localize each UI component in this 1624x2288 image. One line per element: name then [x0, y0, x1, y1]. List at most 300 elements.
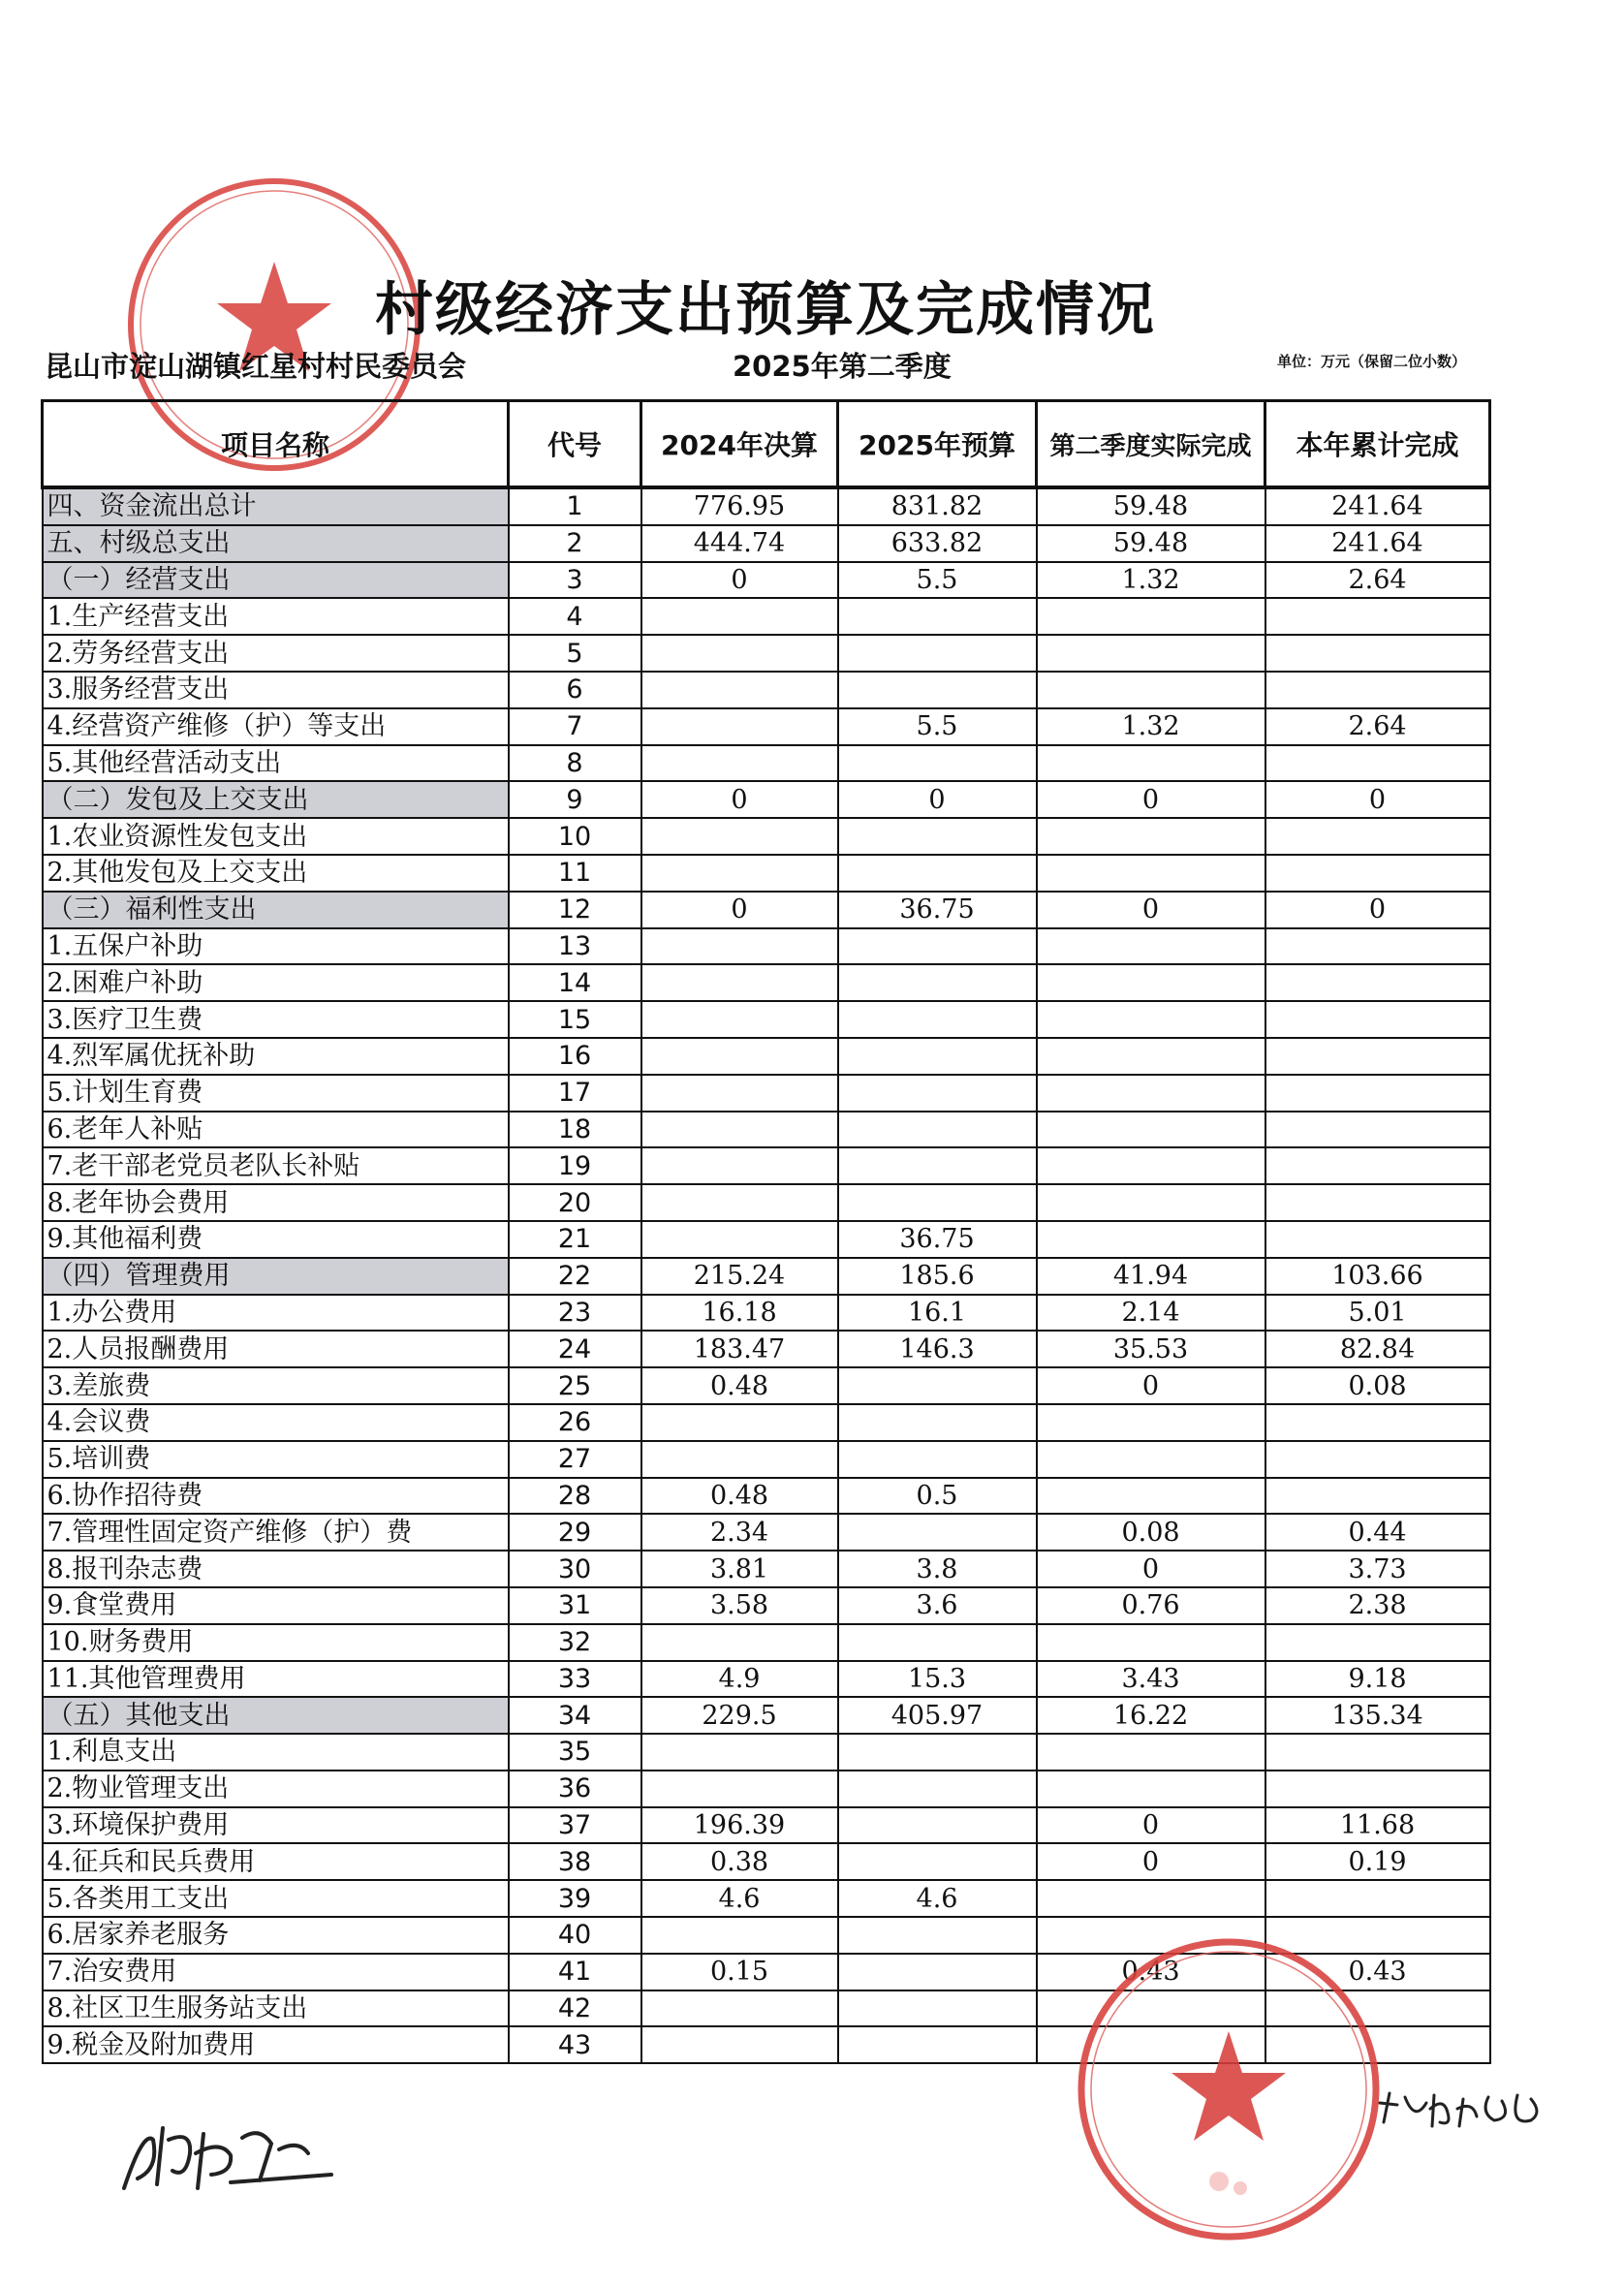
final-2024-cell: 16.18 [641, 1295, 838, 1332]
q2-actual-cell: 0 [1037, 1843, 1265, 1880]
final-2024-cell [641, 672, 838, 708]
code-cell: 37 [509, 1807, 641, 1844]
expenditure-table [41, 399, 1491, 2064]
budget-2025-cell [838, 964, 1037, 1001]
code-cell: 25 [509, 1367, 641, 1404]
budget-2025-cell: 405.97 [838, 1697, 1037, 1734]
final-2024-cell [641, 1221, 838, 1258]
q2-actual-cell: 59.48 [1037, 487, 1265, 525]
ytd-completed-cell [1265, 672, 1490, 708]
ytd-completed-cell: 0.19 [1265, 1843, 1490, 1880]
ytd-completed-cell: 241.64 [1265, 487, 1490, 525]
item-name-cell: 9.税金及附加费用 [43, 2026, 509, 2063]
ytd-completed-cell: 0.08 [1265, 1367, 1490, 1404]
header-item-name: 项目名称 [43, 401, 509, 488]
budget-2025-cell [838, 1367, 1037, 1404]
budget-2025-cell [838, 1075, 1037, 1112]
final-2024-cell [641, 708, 838, 745]
code-cell: 34 [509, 1697, 641, 1734]
ytd-completed-cell [1265, 1734, 1490, 1771]
q2-actual-cell [1037, 928, 1265, 965]
item-name-cell: 1.生产经营支出 [43, 598, 509, 635]
code-cell: 20 [509, 1184, 641, 1221]
final-2024-cell: 444.74 [641, 525, 838, 562]
ytd-completed-cell [1265, 1001, 1490, 1038]
budget-2025-cell: 15.3 [838, 1661, 1037, 1698]
q2-actual-cell: 1.32 [1037, 562, 1265, 599]
final-2024-cell: 3.81 [641, 1551, 838, 1587]
budget-2025-cell: 36.75 [838, 1221, 1037, 1258]
code-cell: 42 [509, 1990, 641, 2027]
budget-2025-cell: 185.6 [838, 1258, 1037, 1295]
q2-actual-cell [1037, 1880, 1265, 1917]
item-name-cell: 6.老年人补贴 [43, 1112, 509, 1148]
code-cell: 21 [509, 1221, 641, 1258]
code-cell: 31 [509, 1587, 641, 1624]
table-row [43, 781, 1490, 818]
item-name-cell: 1.办公费用 [43, 1295, 509, 1332]
budget-2025-cell [838, 1404, 1037, 1441]
ytd-completed-cell [1265, 964, 1490, 1001]
ytd-completed-cell [1265, 1184, 1490, 1221]
budget-2025-cell [838, 1771, 1037, 1807]
item-name-cell: 2.物业管理支出 [43, 1771, 509, 1807]
code-cell: 1 [509, 487, 641, 525]
table-row [43, 562, 1490, 599]
ytd-completed-cell [1265, 1147, 1490, 1184]
q2-actual-cell: 0.43 [1037, 1954, 1265, 1990]
final-2024-cell [641, 1147, 838, 1184]
final-2024-cell [641, 635, 838, 672]
q2-actual-cell [1037, 745, 1265, 782]
final-2024-cell [641, 928, 838, 965]
q2-actual-cell [1037, 1038, 1265, 1075]
table-row [43, 598, 1490, 635]
organization-name: 昆山市淀山湖镇红星村村民委员会 [45, 350, 467, 383]
item-name-cell: 2.困难户补助 [43, 964, 509, 1001]
table-header-row [43, 401, 1490, 488]
table-row [43, 1551, 1490, 1587]
q2-actual-cell: 3.43 [1037, 1661, 1265, 1698]
item-name-cell: 2.劳务经营支出 [43, 635, 509, 672]
code-cell: 38 [509, 1843, 641, 1880]
item-name-cell: （四）管理费用 [43, 1258, 509, 1295]
item-name-cell: 7.治安费用 [43, 1954, 509, 1990]
final-2024-cell [641, 598, 838, 635]
ytd-completed-cell: 11.68 [1265, 1807, 1490, 1844]
final-2024-cell: 183.47 [641, 1331, 838, 1367]
final-2024-cell: 776.95 [641, 487, 838, 525]
budget-2025-cell: 16.1 [838, 1295, 1037, 1332]
ytd-completed-cell: 0 [1265, 781, 1490, 818]
final-2024-cell: 0.38 [641, 1843, 838, 1880]
budget-2025-cell [838, 1147, 1037, 1184]
q2-actual-cell: 0 [1037, 1551, 1265, 1587]
official-seal-stamp-bottom [1074, 1934, 1384, 2244]
ytd-completed-cell: 5.01 [1265, 1295, 1490, 1332]
ytd-completed-cell: 241.64 [1265, 525, 1490, 562]
budget-2025-cell: 3.6 [838, 1587, 1037, 1624]
budget-2025-cell [838, 1954, 1037, 1990]
item-name-cell: 1.农业资源性发包支出 [43, 818, 509, 855]
header-ytd-completed: 本年累计完成 [1265, 401, 1490, 488]
budget-2025-cell [838, 598, 1037, 635]
q2-actual-cell [1037, 855, 1265, 892]
table-row [43, 1001, 1490, 1038]
table-row [43, 672, 1490, 708]
table-row [43, 1807, 1490, 1844]
header-2024-final: 2024年决算 [641, 401, 838, 488]
ytd-completed-cell [1265, 1112, 1490, 1148]
q2-actual-cell: 0 [1037, 1807, 1265, 1844]
page-title: 村级经济支出预算及完成情况 [375, 276, 1156, 345]
handwritten-signature-left [114, 2111, 337, 2198]
item-name-cell: 4.经营资产维修（护）等支出 [43, 708, 509, 745]
code-cell: 29 [509, 1514, 641, 1551]
ytd-completed-cell [1265, 598, 1490, 635]
item-name-cell: 4.征兵和民兵费用 [43, 1843, 509, 1880]
budget-2025-cell: 4.6 [838, 1880, 1037, 1917]
budget-2025-cell [838, 635, 1037, 672]
budget-2025-cell [838, 1734, 1037, 1771]
q2-actual-cell [1037, 1112, 1265, 1148]
table-row [43, 1587, 1490, 1624]
table-row [43, 1404, 1490, 1441]
budget-2025-cell [838, 1038, 1037, 1075]
final-2024-cell [641, 745, 838, 782]
code-cell: 4 [509, 598, 641, 635]
q2-actual-cell [1037, 1221, 1265, 1258]
ytd-completed-cell [1265, 928, 1490, 965]
table-row [43, 525, 1490, 562]
q2-actual-cell [1037, 1478, 1265, 1515]
item-name-cell: 四、资金流出总计 [43, 487, 509, 525]
item-name-cell: 8.社区卫生服务站支出 [43, 1990, 509, 2027]
budget-2025-cell: 36.75 [838, 892, 1037, 928]
budget-2025-cell [838, 1807, 1037, 1844]
budget-2025-cell [838, 1843, 1037, 1880]
item-name-cell: 8.老年协会费用 [43, 1184, 509, 1221]
ytd-completed-cell: 2.38 [1265, 1587, 1490, 1624]
final-2024-cell [641, 1075, 838, 1112]
table-row [43, 855, 1490, 892]
table-row [43, 1367, 1490, 1404]
item-name-cell: 1.五保户补助 [43, 928, 509, 965]
q2-actual-cell [1037, 1404, 1265, 1441]
ytd-completed-cell: 3.73 [1265, 1551, 1490, 1587]
table-row [43, 1880, 1490, 1917]
ytd-completed-cell [1265, 1880, 1490, 1917]
budget-2025-cell [838, 1624, 1037, 1661]
final-2024-cell [641, 1404, 838, 1441]
q2-actual-cell: 0 [1037, 781, 1265, 818]
final-2024-cell [641, 1771, 838, 1807]
table-row [43, 1038, 1490, 1075]
code-cell: 26 [509, 1404, 641, 1441]
table-row [43, 1184, 1490, 1221]
code-cell: 33 [509, 1661, 641, 1698]
q2-actual-cell [1037, 1075, 1265, 1112]
q2-actual-cell [1037, 1147, 1265, 1184]
q2-actual-cell: 0 [1037, 892, 1265, 928]
q2-actual-cell [1037, 672, 1265, 708]
table-row [43, 818, 1490, 855]
budget-2025-cell: 0 [838, 781, 1037, 818]
item-name-cell: 4.会议费 [43, 1404, 509, 1441]
item-name-cell: 2.其他发包及上交支出 [43, 855, 509, 892]
final-2024-cell [641, 1001, 838, 1038]
q2-actual-cell: 35.53 [1037, 1331, 1265, 1367]
code-cell: 8 [509, 745, 641, 782]
ytd-completed-cell: 2.64 [1265, 708, 1490, 745]
ytd-completed-cell: 0 [1265, 892, 1490, 928]
code-cell: 23 [509, 1295, 641, 1332]
table-row [43, 1112, 1490, 1148]
final-2024-cell [641, 1441, 838, 1478]
code-cell: 11 [509, 855, 641, 892]
table-row [43, 1661, 1490, 1698]
ytd-completed-cell: 2.64 [1265, 562, 1490, 599]
final-2024-cell: 3.58 [641, 1587, 838, 1624]
budget-2025-cell [838, 745, 1037, 782]
code-cell: 2 [509, 525, 641, 562]
final-2024-cell [641, 818, 838, 855]
final-2024-cell: 215.24 [641, 1258, 838, 1295]
q2-actual-cell: 0.76 [1037, 1587, 1265, 1624]
budget-2025-cell: 633.82 [838, 525, 1037, 562]
code-cell: 17 [509, 1075, 641, 1112]
code-cell: 40 [509, 1917, 641, 1954]
budget-2025-cell: 3.8 [838, 1551, 1037, 1587]
final-2024-cell [641, 1184, 838, 1221]
final-2024-cell: 0.48 [641, 1478, 838, 1515]
table-row [43, 1295, 1490, 1332]
table-row [43, 1075, 1490, 1112]
code-cell: 3 [509, 562, 641, 599]
ytd-completed-cell [1265, 1441, 1490, 1478]
table-row [43, 708, 1490, 745]
q2-actual-cell: 41.94 [1037, 1258, 1265, 1295]
code-cell: 6 [509, 672, 641, 708]
budget-2025-cell [838, 818, 1037, 855]
final-2024-cell: 4.9 [641, 1661, 838, 1698]
budget-2025-cell [838, 1112, 1037, 1148]
q2-actual-cell [1037, 1184, 1265, 1221]
code-cell: 15 [509, 1001, 641, 1038]
item-name-cell: 8.报刊杂志费 [43, 1551, 509, 1587]
table-row [43, 1147, 1490, 1184]
ytd-completed-cell: 0.44 [1265, 1514, 1490, 1551]
budget-2025-cell [838, 1917, 1037, 1954]
item-name-cell: 五、村级总支出 [43, 525, 509, 562]
item-name-cell: 7.管理性固定资产维修（护）费 [43, 1514, 509, 1551]
final-2024-cell [641, 1917, 838, 1954]
final-2024-cell [641, 1624, 838, 1661]
ytd-completed-cell [1265, 1624, 1490, 1661]
code-cell: 35 [509, 1734, 641, 1771]
code-cell: 36 [509, 1771, 641, 1807]
ytd-completed-cell [1265, 1075, 1490, 1112]
item-name-cell: 2.人员报酬费用 [43, 1331, 509, 1367]
code-cell: 9 [509, 781, 641, 818]
q2-actual-cell [1037, 1624, 1265, 1661]
code-cell: 16 [509, 1038, 641, 1075]
unit-note: 单位：万元（保留二位小数） [1277, 353, 1467, 370]
ytd-completed-cell: 82.84 [1265, 1331, 1490, 1367]
header-2025-budget: 2025年预算 [838, 401, 1037, 488]
table-row [43, 1734, 1490, 1771]
ytd-completed-cell [1265, 1221, 1490, 1258]
q2-actual-cell [1037, 1771, 1265, 1807]
ytd-completed-cell: 9.18 [1265, 1661, 1490, 1698]
q2-actual-cell [1037, 1001, 1265, 1038]
table-row [43, 1441, 1490, 1478]
item-name-cell: 5.培训费 [43, 1441, 509, 1478]
code-cell: 30 [509, 1551, 641, 1587]
code-cell: 22 [509, 1258, 641, 1295]
table-row [43, 487, 1490, 525]
budget-2025-cell: 5.5 [838, 562, 1037, 599]
item-name-cell: 6.协作招待费 [43, 1478, 509, 1515]
table-row [43, 1478, 1490, 1515]
budget-2025-cell [838, 1441, 1037, 1478]
code-cell: 27 [509, 1441, 641, 1478]
item-name-cell: 6.居家养老服务 [43, 1917, 509, 1954]
q2-actual-cell: 2.14 [1037, 1295, 1265, 1332]
item-name-cell: 1.利息支出 [43, 1734, 509, 1771]
item-name-cell: 3.服务经营支出 [43, 672, 509, 708]
final-2024-cell: 2.34 [641, 1514, 838, 1551]
ytd-completed-cell [1265, 1771, 1490, 1807]
budget-2025-cell: 0.5 [838, 1478, 1037, 1515]
item-name-cell: 3.医疗卫生费 [43, 1001, 509, 1038]
code-cell: 5 [509, 635, 641, 672]
ytd-completed-cell: 135.34 [1265, 1697, 1490, 1734]
code-cell: 14 [509, 964, 641, 1001]
item-name-cell: 11.其他管理费用 [43, 1661, 509, 1698]
ytd-completed-cell [1265, 855, 1490, 892]
budget-2025-cell [838, 1001, 1037, 1038]
table-row [43, 1697, 1490, 1734]
code-cell: 41 [509, 1954, 641, 1990]
item-name-cell: 3.差旅费 [43, 1367, 509, 1404]
budget-2025-cell [838, 672, 1037, 708]
final-2024-cell: 0 [641, 781, 838, 818]
header-code: 代号 [509, 401, 641, 488]
budget-2025-cell: 146.3 [838, 1331, 1037, 1367]
ytd-completed-cell: 0.43 [1265, 1954, 1490, 1990]
item-name-cell: 5.其他经营活动支出 [43, 745, 509, 782]
final-2024-cell: 196.39 [641, 1807, 838, 1844]
budget-2025-cell: 5.5 [838, 708, 1037, 745]
budget-2025-cell [838, 1184, 1037, 1221]
ytd-completed-cell [1265, 635, 1490, 672]
final-2024-cell [641, 1112, 838, 1148]
final-2024-cell [641, 2026, 838, 2063]
item-name-cell: 10.财务费用 [43, 1624, 509, 1661]
item-name-cell: 9.其他福利费 [43, 1221, 509, 1258]
code-cell: 19 [509, 1147, 641, 1184]
table-row [43, 635, 1490, 672]
code-cell: 12 [509, 892, 641, 928]
budget-2025-cell [838, 1990, 1037, 2027]
table-row [43, 1624, 1490, 1661]
item-name-cell: 3.环境保护费用 [43, 1807, 509, 1844]
code-cell: 28 [509, 1478, 641, 1515]
table-row [43, 1331, 1490, 1367]
report-period: 2025年第二季度 [733, 350, 952, 383]
q2-actual-cell: 16.22 [1037, 1697, 1265, 1734]
budget-2025-cell [838, 928, 1037, 965]
final-2024-cell: 4.6 [641, 1880, 838, 1917]
final-2024-cell [641, 1038, 838, 1075]
table-row [43, 1221, 1490, 1258]
table-row [43, 1771, 1490, 1807]
budget-2025-cell [838, 2026, 1037, 2063]
table-row [43, 1514, 1490, 1551]
table-row [43, 964, 1490, 1001]
q2-actual-cell: 0 [1037, 1367, 1265, 1404]
ytd-completed-cell: 103.66 [1265, 1258, 1490, 1295]
final-2024-cell: 0 [641, 562, 838, 599]
header-q2-actual: 第二季度实际完成 [1037, 401, 1265, 488]
ytd-completed-cell [1265, 818, 1490, 855]
q2-actual-cell [1037, 964, 1265, 1001]
table-row [43, 928, 1490, 965]
final-2024-cell [641, 855, 838, 892]
item-name-cell: （五）其他支出 [43, 1697, 509, 1734]
budget-2025-cell: 831.82 [838, 487, 1037, 525]
q2-actual-cell: 1.32 [1037, 708, 1265, 745]
code-cell: 18 [509, 1112, 641, 1148]
final-2024-cell: 229.5 [641, 1697, 838, 1734]
table-row [43, 892, 1490, 928]
q2-actual-cell [1037, 598, 1265, 635]
ytd-completed-cell [1265, 1038, 1490, 1075]
code-cell: 13 [509, 928, 641, 965]
final-2024-cell: 0.48 [641, 1367, 838, 1404]
final-2024-cell [641, 1734, 838, 1771]
code-cell: 43 [509, 2026, 641, 2063]
item-name-cell: （一）经营支出 [43, 562, 509, 599]
item-name-cell: 5.计划生育费 [43, 1075, 509, 1112]
q2-actual-cell [1037, 635, 1265, 672]
budget-2025-cell [838, 1514, 1037, 1551]
table-row [43, 1843, 1490, 1880]
code-cell: 24 [509, 1331, 641, 1367]
item-name-cell: 9.食堂费用 [43, 1587, 509, 1624]
code-cell: 39 [509, 1880, 641, 1917]
ytd-completed-cell [1265, 1478, 1490, 1515]
final-2024-cell [641, 1990, 838, 2027]
final-2024-cell: 0 [641, 892, 838, 928]
final-2024-cell: 0.15 [641, 1954, 838, 1990]
code-cell: 32 [509, 1624, 641, 1661]
item-name-cell: 7.老干部老党员老队长补贴 [43, 1147, 509, 1184]
table-row [43, 745, 1490, 782]
ytd-completed-cell [1265, 745, 1490, 782]
q2-actual-cell [1037, 818, 1265, 855]
item-name-cell: 5.各类用工支出 [43, 1880, 509, 1917]
item-name-cell: 4.烈军属优抚补助 [43, 1038, 509, 1075]
q2-actual-cell [1037, 1734, 1265, 1771]
item-name-cell: （三）福利性支出 [43, 892, 509, 928]
code-cell: 7 [509, 708, 641, 745]
handwritten-signature-right [1376, 2084, 1550, 2142]
item-name-cell: （二）发包及上交支出 [43, 781, 509, 818]
q2-actual-cell: 0.08 [1037, 1514, 1265, 1551]
final-2024-cell [641, 964, 838, 1001]
